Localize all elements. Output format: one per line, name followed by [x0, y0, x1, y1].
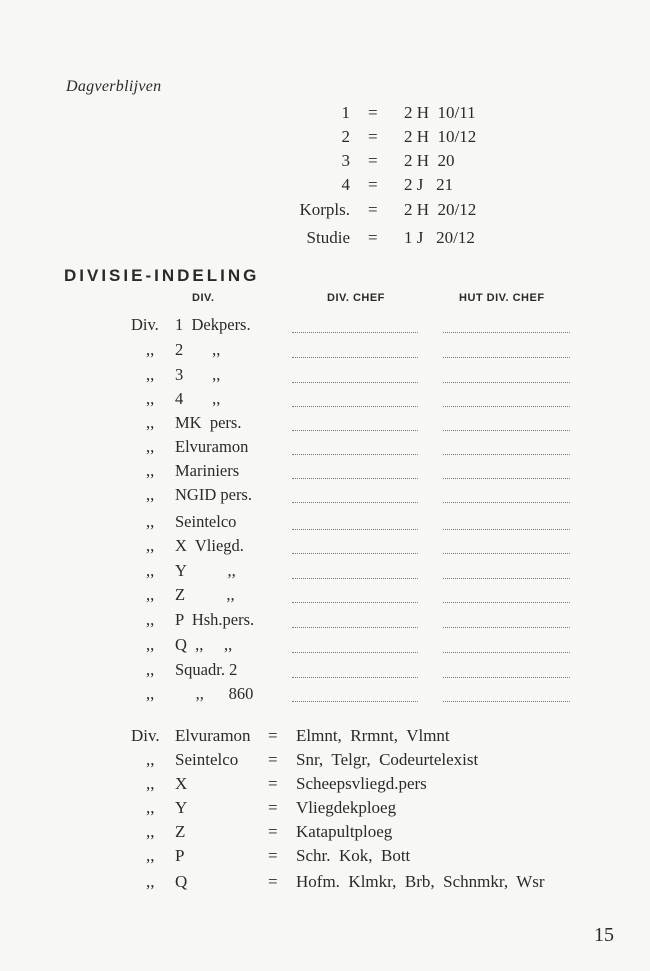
- div-chef-blank: [292, 502, 418, 503]
- column-header-hut-div-chef: HUT DIV. CHEF: [459, 292, 545, 304]
- div-chef-blank: [292, 478, 418, 479]
- legend-value: Katapultploeg: [296, 822, 393, 841]
- hut-div-chef-blank: [443, 478, 570, 479]
- division-prefix: ,,: [146, 461, 155, 480]
- legend-prefix: Div.: [131, 726, 160, 745]
- legend-prefix: ,,: [146, 822, 155, 841]
- division-prefix: ,,: [146, 437, 155, 456]
- division-row: [146, 536, 616, 561]
- hut-div-chef-blank: [443, 627, 570, 628]
- schedule-value: 1 J 20/12: [404, 228, 475, 247]
- division-prefix: ,,: [146, 512, 155, 531]
- schedule-key: 3: [341, 151, 350, 170]
- legend-label: Y: [175, 798, 188, 817]
- legend-equals: =: [268, 750, 278, 769]
- legend-value: Snr, Telgr, Codeurtelexist: [296, 750, 479, 769]
- division-label: Mariniers: [175, 461, 240, 480]
- schedule-key: Korpls.: [299, 200, 350, 219]
- legend-label: Seintelco: [175, 750, 239, 769]
- hut-div-chef-blank: [443, 602, 570, 603]
- schedule-key: 4: [341, 175, 350, 194]
- division-label: P Hsh.pers.: [175, 610, 255, 629]
- hut-div-chef-blank: [443, 502, 570, 503]
- division-label: MK pers.: [175, 413, 242, 432]
- hut-div-chef-blank: [443, 677, 570, 678]
- column-header-div-chef: DIV. CHEF: [327, 292, 385, 304]
- division-label: 2 ,,: [175, 340, 221, 359]
- division-row: [146, 660, 616, 685]
- legend-equals: =: [268, 798, 278, 817]
- hut-div-chef-blank: [443, 357, 570, 358]
- legend-equals: =: [268, 872, 278, 891]
- division-prefix: ,,: [146, 610, 155, 629]
- division-label: ,, 860: [175, 684, 254, 703]
- schedule-equals: =: [368, 200, 378, 219]
- division-row: [146, 684, 616, 709]
- schedule-row: [0, 151, 650, 175]
- hut-div-chef-blank: [443, 652, 570, 653]
- div-chef-blank: [292, 382, 418, 383]
- division-prefix: Div.: [131, 315, 159, 334]
- schedule-value: 2 H 10/11: [404, 103, 476, 122]
- legend-value: Scheepsvliegd.pers: [296, 774, 427, 793]
- legend-row: [0, 846, 650, 870]
- legend-prefix: ,,: [146, 750, 155, 769]
- page-number: 15: [594, 924, 614, 946]
- division-label: X Vliegd.: [175, 536, 244, 555]
- legend-label: Elvuramon: [175, 726, 251, 745]
- schedule-row: [0, 200, 650, 224]
- division-label: Seintelco: [175, 512, 237, 531]
- legend-equals: =: [268, 822, 278, 841]
- schedule-row: [0, 228, 650, 252]
- legend-equals: =: [268, 726, 278, 745]
- page-title: Dagverblijven: [66, 78, 162, 95]
- legend-row: [0, 750, 650, 774]
- hut-div-chef-blank: [443, 382, 570, 383]
- division-row: [146, 485, 616, 510]
- div-chef-blank: [292, 701, 418, 702]
- schedule-equals: =: [368, 127, 378, 146]
- schedule-equals: =: [368, 103, 378, 122]
- legend-row: [0, 798, 650, 822]
- div-chef-blank: [292, 627, 418, 628]
- division-row: [146, 561, 616, 586]
- schedule-value: 2 H 10/12: [404, 127, 477, 146]
- legend-label: P: [175, 846, 185, 865]
- division-row: [146, 610, 616, 635]
- schedule-row: [0, 103, 650, 127]
- division-prefix: ,,: [146, 635, 155, 654]
- legend-row: [0, 774, 650, 798]
- legend-row: [0, 822, 650, 846]
- division-row: [146, 389, 616, 414]
- div-chef-blank: [292, 357, 418, 358]
- legend-value: Vliegdekploeg: [296, 798, 397, 817]
- division-prefix: ,,: [146, 660, 155, 679]
- legend-row: [0, 872, 650, 896]
- hut-div-chef-blank: [443, 701, 570, 702]
- legend-equals: =: [268, 846, 278, 865]
- division-label: Y ,,: [175, 561, 236, 580]
- hut-div-chef-blank: [443, 430, 570, 431]
- division-row: [131, 315, 601, 340]
- division-row: [146, 635, 616, 660]
- schedule-row: [0, 127, 650, 151]
- schedule-key: 1: [341, 103, 350, 122]
- div-chef-blank: [292, 529, 418, 530]
- legend-label: Z: [175, 822, 186, 841]
- div-chef-blank: [292, 332, 418, 333]
- hut-div-chef-blank: [443, 553, 570, 554]
- legend-value: Elmnt, Rrmnt, Vlmnt: [296, 726, 450, 745]
- division-row: [146, 413, 616, 438]
- division-label: 3 ,,: [175, 365, 221, 384]
- division-row: [146, 512, 616, 537]
- division-prefix: ,,: [146, 485, 155, 504]
- div-chef-blank: [292, 602, 418, 603]
- schedule-value: 2 J 21: [404, 175, 454, 194]
- schedule-equals: =: [368, 228, 378, 247]
- division-label: 1 Dekpers.: [175, 315, 251, 334]
- div-chef-blank: [292, 454, 418, 455]
- schedule-value: 2 H 20/12: [404, 200, 477, 219]
- hut-div-chef-blank: [443, 578, 570, 579]
- division-prefix: ,,: [146, 340, 155, 359]
- division-prefix: ,,: [146, 413, 155, 432]
- legend-row: [0, 726, 650, 750]
- section-heading: DIVISIE-INDELING: [64, 266, 260, 285]
- schedule-row: [0, 175, 650, 199]
- legend-prefix: ,,: [146, 774, 155, 793]
- hut-div-chef-blank: [443, 332, 570, 333]
- division-prefix: ,,: [146, 684, 155, 703]
- division-row: [146, 461, 616, 486]
- division-prefix: ,,: [146, 585, 155, 604]
- legend-prefix: ,,: [146, 846, 155, 865]
- column-header-div: DIV.: [192, 292, 215, 304]
- div-chef-blank: [292, 652, 418, 653]
- hut-div-chef-blank: [443, 406, 570, 407]
- division-row: [146, 365, 616, 390]
- division-prefix: ,,: [146, 365, 155, 384]
- division-label: Squadr. 2: [175, 660, 238, 679]
- schedule-value: 2 H 20: [404, 151, 455, 170]
- division-label: NGID pers.: [175, 485, 252, 504]
- division-label: Z ,,: [175, 585, 235, 604]
- schedule-key: 2: [341, 127, 350, 146]
- div-chef-blank: [292, 406, 418, 407]
- legend-prefix: ,,: [146, 798, 155, 817]
- legend-value: Hofm. Klmkr, Brb, Schnmkr, Wsr: [296, 872, 545, 891]
- legend-equals: =: [268, 774, 278, 793]
- division-row: [146, 585, 616, 610]
- legend-value: Schr. Kok, Bott: [296, 846, 411, 865]
- division-prefix: ,,: [146, 561, 155, 580]
- div-chef-blank: [292, 677, 418, 678]
- division-label: Elvuramon: [175, 437, 249, 456]
- div-chef-blank: [292, 430, 418, 431]
- schedule-key: Studie: [306, 228, 350, 247]
- div-chef-blank: [292, 578, 418, 579]
- hut-div-chef-blank: [443, 529, 570, 530]
- schedule-equals: =: [368, 175, 378, 194]
- division-prefix: ,,: [146, 389, 155, 408]
- division-row: [146, 340, 616, 365]
- division-label: 4 ,,: [175, 389, 221, 408]
- division-prefix: ,,: [146, 536, 155, 555]
- legend-prefix: ,,: [146, 872, 155, 891]
- division-row: [146, 437, 616, 462]
- schedule-equals: =: [368, 151, 378, 170]
- legend-label: Q: [175, 872, 188, 891]
- division-label: Q ,, ,,: [175, 635, 233, 654]
- hut-div-chef-blank: [443, 454, 570, 455]
- div-chef-blank: [292, 553, 418, 554]
- legend-label: X: [175, 774, 188, 793]
